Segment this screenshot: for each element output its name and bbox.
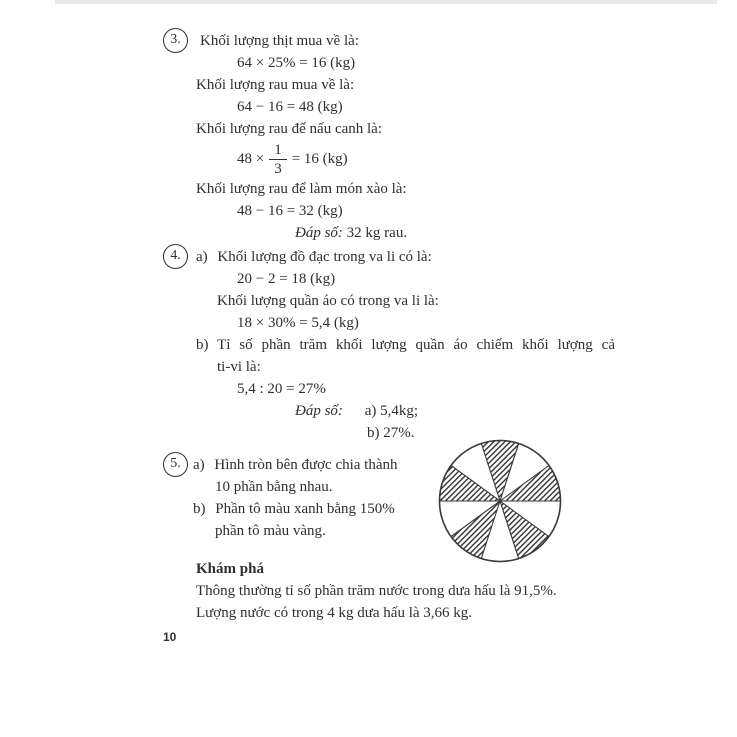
p3-statement-4: Khối lượng rau để làm món xào là: bbox=[196, 181, 407, 197]
p4-math-3: 5,4 : 20 = 27% bbox=[237, 381, 326, 397]
p5-statement-a1: Hình tròn bên được chia thành bbox=[214, 457, 398, 473]
p3-answer-line bbox=[163, 222, 615, 244]
p5-statement-b1: Phần tô màu xanh bằng 150% bbox=[215, 501, 395, 517]
problem-number-badge: 3. bbox=[163, 28, 188, 53]
p4-part-a-line bbox=[163, 246, 615, 268]
kham-pha-line-1: Thông thường tỉ số phần trăm nước trong dưa hấu là 91,5%. bbox=[196, 583, 557, 599]
p3-math-2: 64 − 16 = 48 (kg) bbox=[237, 99, 343, 115]
p3-statement-1: Khối lượng thịt mua về là: bbox=[200, 33, 359, 49]
p4-answer-b: b) 27%. bbox=[367, 425, 415, 441]
fraction-numerator: 1 bbox=[269, 141, 287, 160]
p3-statement-3: Khối lượng rau để nấu canh là: bbox=[196, 121, 383, 137]
problem-number-badge: 4. bbox=[163, 244, 188, 269]
fraction-suffix: = 16 (kg) bbox=[291, 151, 348, 167]
p4-statement-b1: Tỉ số phần trăm khối lượng quần áo chiếm khối lượng cả bbox=[217, 337, 615, 353]
problem-4 bbox=[163, 246, 615, 444]
p4-math-2: 18 × 30% = 5,4 (kg) bbox=[237, 315, 359, 331]
p4-answer-line-a bbox=[163, 400, 615, 422]
part-a-prefix: a) bbox=[196, 249, 208, 265]
page-edge-strip bbox=[55, 0, 717, 4]
part-b-prefix: b) bbox=[193, 501, 206, 517]
part-a-prefix: a) bbox=[193, 457, 205, 473]
p4-statement-a2: Khối lượng quần áo có trong va li là: bbox=[217, 293, 439, 309]
p3-math-fraction bbox=[163, 140, 615, 178]
kham-pha-title: Khám phá bbox=[196, 561, 264, 577]
p3-math-3: 48 − 16 = 32 (kg) bbox=[237, 203, 343, 219]
pie-chart-10-sectors bbox=[437, 438, 563, 564]
answer-label: Đáp số: bbox=[295, 403, 343, 419]
answer-label: Đáp số: bbox=[295, 225, 343, 241]
fraction bbox=[269, 141, 287, 178]
page-number: 10 bbox=[163, 630, 177, 644]
problem-3 bbox=[163, 30, 615, 244]
p3-math-1: 64 × 25% = 16 (kg) bbox=[237, 55, 356, 71]
part-b-prefix: b) bbox=[196, 337, 209, 353]
p3-statement-1-line bbox=[163, 30, 615, 52]
kham-pha-line-2: Lượng nước có trong 4 kg dưa hấu là 3,66 kg. bbox=[196, 605, 473, 621]
p4-part-b-line bbox=[163, 334, 615, 356]
p3-answer: 32 kg rau. bbox=[346, 225, 408, 241]
kham-pha-section bbox=[163, 558, 615, 624]
p5-statement-a2: 10 phần bằng nhau. bbox=[215, 479, 333, 495]
p4-math-1: 20 − 2 = 18 (kg) bbox=[237, 271, 336, 287]
circle-figure bbox=[437, 438, 563, 564]
fraction-prefix: 48 × bbox=[237, 151, 265, 167]
fraction-denominator: 3 bbox=[274, 160, 282, 177]
p4-statement-b2: ti-vi là: bbox=[217, 359, 261, 375]
problem-number-badge: 5. bbox=[163, 452, 188, 477]
p3-statement-2: Khối lượng rau mua về là: bbox=[196, 77, 355, 93]
p4-answer-a: a) 5,4kg; bbox=[364, 403, 419, 419]
p5-statement-b2: phần tô màu vàng. bbox=[215, 523, 326, 539]
p4-statement-a1: Khối lượng đồ đạc trong va li có là: bbox=[217, 249, 432, 265]
